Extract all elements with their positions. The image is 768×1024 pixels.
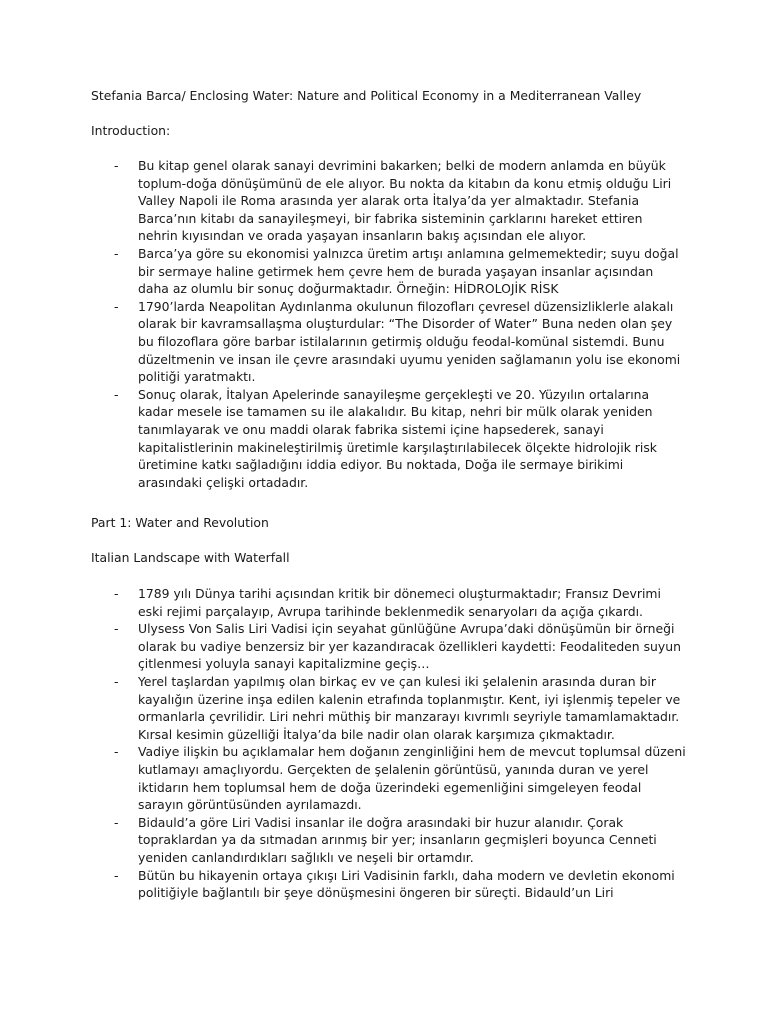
bullet-dash: -: [114, 158, 119, 173]
list-item: [0, 743, 768, 813]
part-heading: Part 1: Water and Revolution: [91, 515, 269, 530]
bullet-dash: -: [114, 298, 119, 314]
list-item: [0, 386, 768, 492]
bullet-dash: -: [114, 744, 119, 760]
list-item-text: Yerel taşlardan yapılmış olan birkaç ev ve çan kulesi iki şelalenin arasında duran bir kayalığın üzerine inşa edilen kalenin etrafında toplanmıştır. Kent, iyi işlenmiş tepeler ve ormanlarla çevrilidir. Liri nehri müthiş bir manzarayı kıvrımlı seyriyle tamamlamaktadır. Kırsal kesimin güzelliği İtalya’da bile nadir olan olarak karşımıza çıkmaktadır.: [138, 673, 681, 742]
document-title: Stefania Barca/ Enclosing Water: Nature and Political Economy in a Mediterranean Valley: [91, 88, 642, 103]
introduction-heading: Introduction:: [91, 123, 171, 138]
list-item: [0, 814, 768, 867]
list-item: [0, 867, 768, 902]
bullet-dash: -: [114, 621, 119, 637]
bullet-dash: -: [114, 586, 119, 601]
list-item-text: Bu kitap genel olarak sanayi devrimini bakarken; belki de modern anlamda en büyük toplum-doğa dönüşümünü de ele alıyor. Bu nokta da kitabın da konu etmiş olduğu Liri Valley Napoli ile Roma arasında yer alarak orta İtalya’da yer almaktadır. Stefania Barca’nın kitabı da sanayileşmeyi, bir fabrika sisteminin çarklarını hareket ettiren nehrin kıyısından ve orada yaşayan insanların bakış açısından ele alıyor.: [138, 158, 672, 244]
list-item: [0, 673, 768, 743]
list-item-text: Barca’ya göre su ekonomisi yalnızca üretim artışı anlamına gelmemektedir; suyu doğal bir sermaye haline getirmek hem çevre hem de burada yaşayan insanlar açısından daha az olumlu bir sonuç doğurmaktadır. Örneğin: HİDROLOJİK RİSK: [138, 245, 679, 297]
list-item-text: 1789 yılı Dünya tarihi açısından kritik bir dönemeci oluşturmaktadır; Fransız Devrimi eski rejimi parçalayıp, Avrupa tarihinde beklenmedik senaryoları da açığa çıkardı.: [138, 586, 661, 619]
list-item-text: Sonuç olarak, İtalyan Apelerinde sanayileşme gerçekleşti ve 20. Yüzyılın ortalarına kadar mesele ise tamamen su ile alakalıdır. Bu kitap, nehri bir mülk olarak yeniden tanımlayarak ve onu maddi olarak fabrika sistemi içine hapsederek, sanayi kapitalistlerinin makineleştirilmiş üretimle karşılaştırılabilecek ölçekte hidrolojik risk üretimine katkı sağladığını iddia ediyor. Bu noktada, Doğa ile sermaye birikimi arasındaki çelişki ortadadır.: [138, 386, 657, 490]
section-heading: Italian Landscape with Waterfall: [91, 550, 290, 565]
bullet-dash: -: [114, 245, 119, 261]
bullet-dash: -: [114, 814, 119, 830]
bullet-dash: -: [114, 867, 119, 883]
list-item: [0, 245, 768, 298]
list-item-text: Bütün bu hikayenin ortaya çıkışı Liri Vadisinin farklı, daha modern ve devletin ekonomi politiğiyle bağlantılı bir şeye dönüşmesini öngeren bir süreçti. Bidauld’un Liri: [138, 867, 675, 901]
list-item-text: Bidauld’a göre Liri Vadisi insanlar ile doğra arasındaki bir huzur alanıdır. Çorak topraklardan ya da sıtmadan arınmış bir yer; insanların geçmişleri boyunca Cenneti yeniden canlandırdıkları sağlıklı ve neşeli bir ortamdır.: [138, 814, 657, 865]
section-list: [0, 585, 768, 902]
bullet-dash: -: [114, 386, 119, 402]
bullet-dash: -: [114, 673, 119, 689]
list-item-text: 1790’larda Neapolitan Aydınlanma okulunun filozofları çevresel düzensizliklerle alakalı olarak bir kavramsallaşma oluşturdular: “The Disorder of Water” Buna neden olan şey bu filozoflara göre barbar istilalarının getirmiş olduğu feodal-komünal sistemdi. Bunu düzeltmenin ve insan ile çevre arasındaki uyumu yeniden sağlamanın yolu ise ekonomi politiği yaratmaktı.: [138, 298, 681, 385]
list-item: [0, 585, 768, 620]
list-item-text: Ulysess Von Salis Liri Vadisi için seyahat günlüğüne Avrupa’daki dönüşümün bir örneği olarak bu vadiye benzersiz bir yer kazandıracak özellikleri kaydetti: Feodaliteden suyun çitlenmesi yoluyla sanayi kapitalizmine geçiş…: [138, 621, 681, 672]
list-item: [0, 157, 768, 245]
introduction-list: [0, 157, 768, 491]
list-item-text: Vadiye ilişkin bu açıklamalar hem doğanın zenginliğini hem de mevcut toplumsal düzeni kutlamayı amaçlıyordu. Gerçekten de şelalenin görüntüsü, yanında duran ve yerel iktidarın hem toplumsal hem de doğa üzerindeki egemenliğini simgeleyen feodal sarayın görüntüsünden ayrılamazdı.: [138, 744, 686, 813]
list-item: [0, 298, 768, 386]
list-item: [0, 620, 768, 673]
